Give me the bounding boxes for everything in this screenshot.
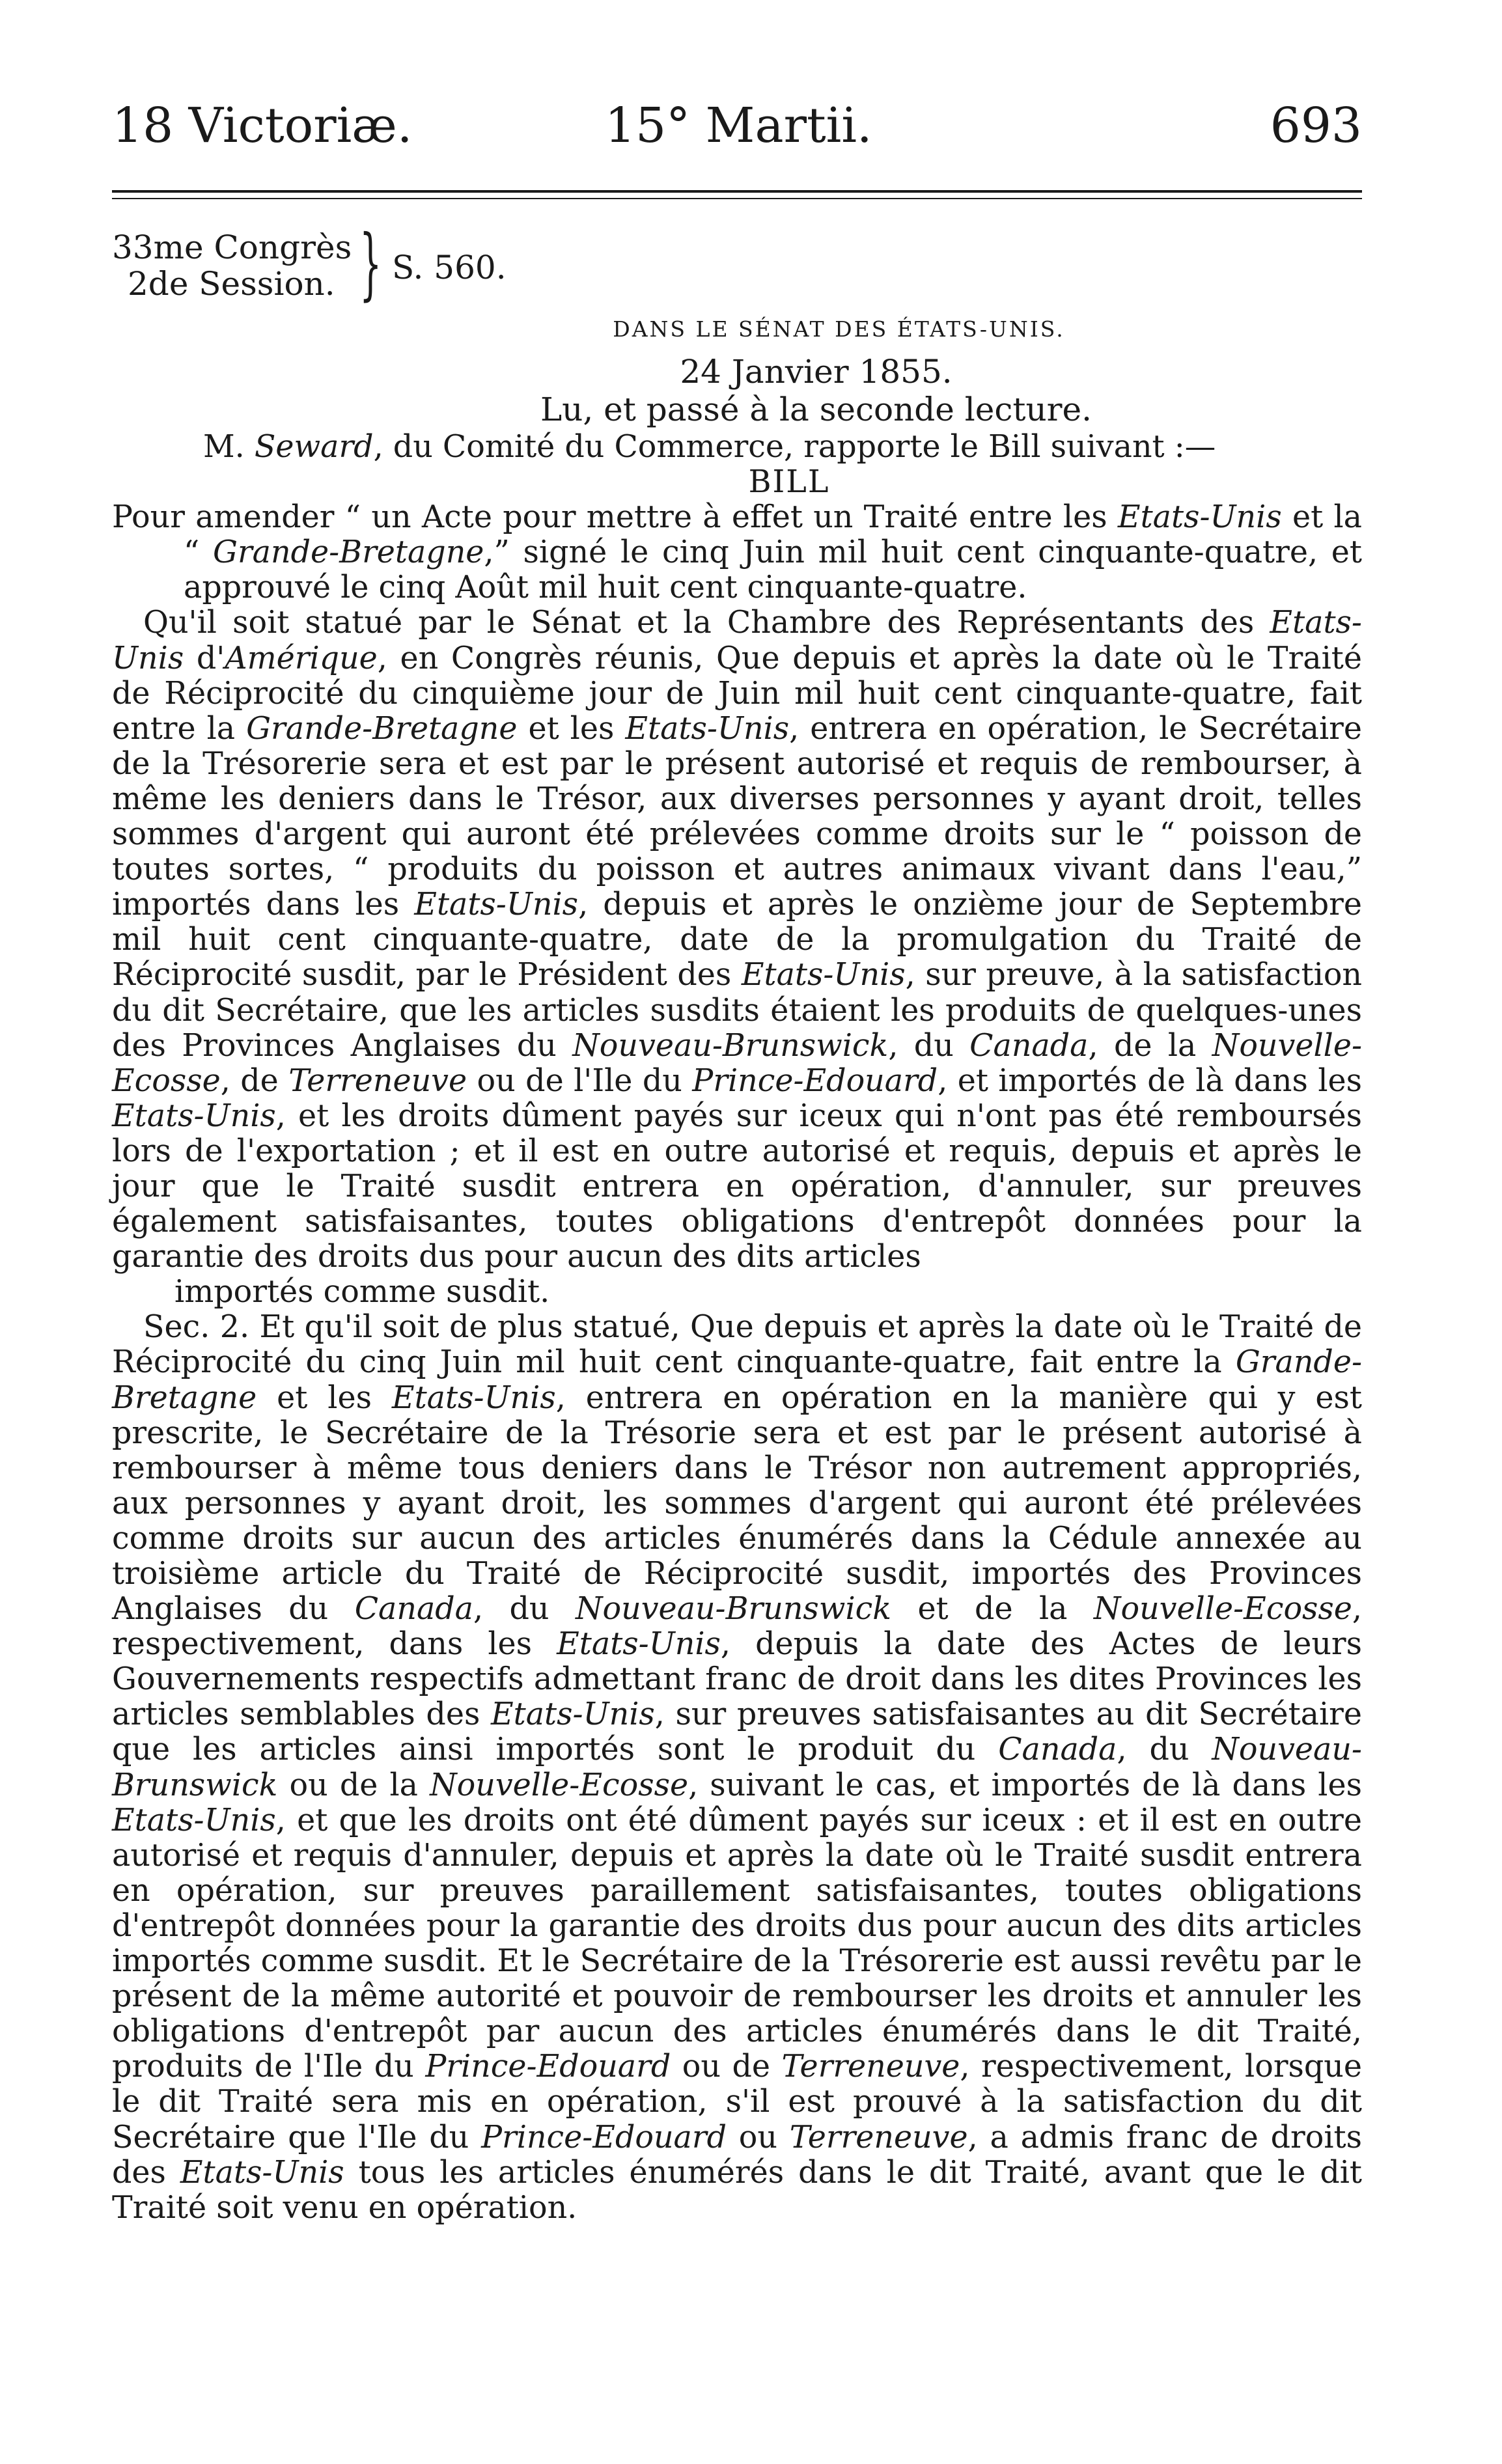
s1-text: Qu'il soit statué par le Sénat et la Chambre des Représentants des <box>143 605 1270 641</box>
s2-text: et les <box>257 1379 392 1416</box>
s1-tail: importés comme susdit. <box>174 1274 550 1310</box>
s2-text: , sur preuves satisfaisantes au dit Secrétaire que les articles ainsi importés sont le produit du <box>112 1696 1362 1768</box>
s2-text: , respectivement, lorsque le dit Traité sera mis en opération, s'il est prouvé à la satisfaction du dit Secrétaire que l'Ile du <box>112 2049 1363 2155</box>
s2-text: ou de <box>671 2049 782 2085</box>
bill-body <box>112 430 1362 2226</box>
header-rule-thin <box>112 198 1362 199</box>
congress-label: 33me Congrès <box>112 228 352 266</box>
s2-italic: Etats-Unis <box>490 1696 655 1733</box>
s2-text: , a admis franc de droits des <box>112 2119 1362 2191</box>
s2-italic: Etats-Unis <box>180 2154 344 2191</box>
s1-text: , de <box>220 1062 289 1099</box>
s1-text: , du <box>888 1027 970 1064</box>
bill-date: 24 Janvier 1855. <box>680 353 953 391</box>
s2-italic: Nouvelle-Ecosse <box>1093 1591 1352 1627</box>
purpose-text-b: et la “ <box>184 499 1362 571</box>
s1-italic: Amérique <box>225 640 378 676</box>
s2-italic: Prince-Edouard <box>481 2119 727 2155</box>
s2-italic: Grande-Bretagne <box>112 1344 1362 1416</box>
s2-text: , respectivement, dans les <box>112 1591 1363 1663</box>
s2-text: ou <box>726 2119 790 2155</box>
s1-text: , et les droits dûment payés sur iceux qui n'ont pas été remboursés lors de l'exportation ; et il est en outre autorisé et requis, depuis et après le jour que le Traité susdit entrera en opération, d'annuler, sur preuves également satisfaisantes, toutes obligations d'entrepôt données pour la garantie des droits dus pour aucun des dits articles <box>112 1098 1362 1275</box>
s1-italic: Nouvelle-Ecosse <box>112 1027 1362 1099</box>
report-line <box>112 430 1362 465</box>
s2-text: ou de la <box>277 1767 430 1803</box>
s2-italic: Etats-Unis <box>112 1802 276 1838</box>
s2-text: , entrera en opération en la manière qui y est prescrite, le Secrétaire de la Trésorie sera et est par le présent autorisé à rembourser à même tous deniers dans le Trésor non autrement appropriés, aux personnes y ayant droit, les sommes d'argent qui auront été prélevées comme droits sur aucun des articles énumérés dans la Cédule annexée au troisième article du Traité de Réciprocité susdit, importés des Provinces Anglaises du <box>112 1379 1362 1627</box>
s2-italic: Etats-Unis <box>391 1379 556 1416</box>
s2-italic: Canada <box>998 1732 1117 1768</box>
s1-italic: Nouveau-Brunswick <box>572 1027 889 1064</box>
bill-purpose <box>112 500 1362 605</box>
s2-italic: Nouveau-Brunswick <box>112 1732 1362 1803</box>
s2-italic: Etats-Unis <box>557 1626 721 1663</box>
session-lines <box>112 229 352 302</box>
s2-italic: Prince-Edouard <box>425 2049 671 2085</box>
brace-icon: } <box>359 219 382 309</box>
session-block <box>112 219 568 314</box>
purpose-etats: Etats-Unis <box>1117 499 1282 536</box>
report-text-b: , du Comité du Commerce, rapporte le Bill suivant :— <box>373 429 1216 465</box>
s1-italic: Etats-Unis <box>112 605 1362 676</box>
senator-name: Seward <box>254 429 374 465</box>
page-number: 693 <box>1270 98 1362 154</box>
s1-text: , et importés de là dans les <box>938 1062 1362 1099</box>
section-2 <box>112 1310 1362 2225</box>
s2-italic: Terreneuve <box>789 2119 968 2155</box>
s1-italic: Etats-Unis <box>741 957 906 993</box>
s2-italic: Nouvelle-Ecosse <box>430 1767 689 1803</box>
s1-italic: Etats-Unis <box>414 887 579 923</box>
s2-text: tous les articles énumérés dans le dit Traité, avant que le dit Traité soit venu en opération. <box>112 2154 1363 2226</box>
s2-text: , du <box>473 1591 576 1627</box>
bill-number: S. 560. <box>392 249 507 286</box>
s1-text: , entrera en opération, le Secrétaire de la Trésorerie sera et est par le présent autorisé et requis de rembourser, à même les deniers dans le Trésor, aux diverses personnes y ayant droit, telles sommes d'argent qui auront été prélevées comme droits sur le “ poisson de toutes sortes, “ produits du poisson et autres animaux vivant dans l'eau,” importés dans les <box>112 710 1362 923</box>
s1-italic: Grande-Bretagne <box>246 710 518 747</box>
s1-italic: Etats-Unis <box>625 710 790 747</box>
s2-italic: Canada <box>354 1591 474 1627</box>
bill-heading: BILL <box>748 464 830 501</box>
s1-text: , depuis et après le onzième jour de Septembre mil huit cent cinquante-quatre, date de la promulgation du Traité de Réciprocité susdit, par le Président des <box>112 887 1362 993</box>
running-head <box>112 98 1362 156</box>
s1-text: ou de l'Ile du <box>467 1062 693 1099</box>
s1-italic: Canada <box>969 1027 1089 1064</box>
purpose-gb: Grande-Bretagne <box>213 534 484 571</box>
s2-italic: Terreneuve <box>781 2049 960 2085</box>
session-label: 2de Session. <box>128 265 335 303</box>
s1-text: , de la <box>1088 1027 1212 1064</box>
s1-text: d' <box>184 640 225 676</box>
header-rule <box>112 190 1362 193</box>
regnal-year: 18 Victoriæ. <box>112 98 413 154</box>
s1-text: et les <box>517 710 626 747</box>
s2-text: , du <box>1117 1732 1212 1768</box>
s1-text: , en Congrès réunis, Que depuis et après la date où le Traité de Réciprocité du cinquième jour de Juin mil huit cent cinquante-quatre, fait entre la <box>112 640 1362 747</box>
s1-text: , sur preuve, à la satisfaction du dit Secrétaire, que les articles susdits étaient les produits de quelques-unes des Provinces Anglaises du <box>112 957 1363 1064</box>
purpose-text-a: Pour amender “ un Acte pour mettre à effet un Traité entre les <box>112 499 1118 536</box>
section-1 <box>112 605 1362 1310</box>
s1-italic: Terreneuve <box>288 1062 467 1099</box>
s1-italic: Prince-Edouard <box>692 1062 938 1099</box>
s2-text: , et que les droits ont été dûment payés sur iceux : et il est en outre autorisé et requis d'annuler, depuis et après la date où le Traité susdit entrera en opération, sur preuves paraillement satisfaisantes, toutes obligations d'entrepôt données pour la garantie des droits dus pour aucun des dits articles importés comme susdit. Et le Secrétaire de la Trésorerie est aussi revêtu par le présent de la même autorité et pouvoir de rembourser les droits et annuler les obligations d'entrepôt par aucun des articles énumérés dans le dit Traité, produits de l'Ile du <box>112 1802 1362 2085</box>
s2-text: , suivant le cas, et importés de là dans les <box>688 1767 1362 1803</box>
s1-italic: Etats-Unis <box>112 1098 276 1134</box>
report-text-a: M. <box>203 429 255 465</box>
s2-italic: Nouveau-Brunswick <box>575 1591 892 1627</box>
s2-text: , depuis la date des Actes de leurs Gouvernements respectifs admettant franc de droit dans les dites Provinces les articles semblables des <box>112 1626 1362 1733</box>
header-date: 15° Martii. <box>605 98 872 154</box>
s2-text: et de la <box>891 1591 1094 1627</box>
s2-text: Sec. 2. Et qu'il soit de plus statué, Que depuis et après la date où le Traité de Réciprocité du cinq Juin mil huit cent cinquante-quatre, fait entre la <box>112 1309 1362 1381</box>
senate-heading: DANS LE SÉNAT DES ÉTATS-UNIS. <box>613 316 1065 342</box>
purpose-text-c: ,” signé le cinq Juin mil huit cent cinquante-quatre, et approuvé le cinq Août mil huit cent cinquante-quatre. <box>184 534 1362 606</box>
reading-note: Lu, et passé à la seconde lecture. <box>540 391 1092 428</box>
